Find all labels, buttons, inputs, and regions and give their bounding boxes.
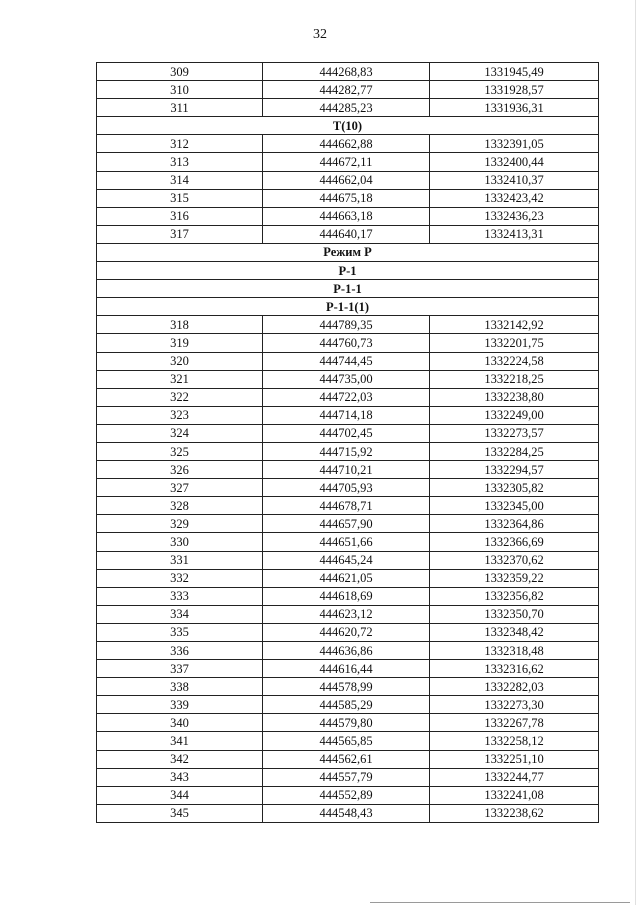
y-coordinate-cell: 1332316,62 bbox=[430, 660, 599, 678]
section-header: Р-1 bbox=[97, 262, 599, 280]
x-coordinate-cell: 444715,92 bbox=[263, 442, 430, 460]
y-coordinate-cell: 1332251,10 bbox=[430, 750, 599, 768]
x-coordinate-cell: 444675,18 bbox=[263, 189, 430, 207]
table-row bbox=[97, 732, 599, 750]
table-row bbox=[97, 696, 599, 714]
x-coordinate-cell: 444268,83 bbox=[263, 63, 430, 81]
point-number-cell: 317 bbox=[97, 225, 263, 243]
point-number-cell: 340 bbox=[97, 714, 263, 732]
point-number-cell: 333 bbox=[97, 587, 263, 605]
point-number-cell: 344 bbox=[97, 786, 263, 804]
section-header-row bbox=[97, 262, 599, 280]
y-coordinate-cell: 1332258,12 bbox=[430, 732, 599, 750]
section-header: Р-1-1(1) bbox=[97, 298, 599, 316]
table-row bbox=[97, 515, 599, 533]
table-row bbox=[97, 442, 599, 460]
x-coordinate-cell: 444616,44 bbox=[263, 660, 430, 678]
table-row bbox=[97, 587, 599, 605]
y-coordinate-cell: 1332359,22 bbox=[430, 569, 599, 587]
x-coordinate-cell: 444621,05 bbox=[263, 569, 430, 587]
point-number-cell: 321 bbox=[97, 370, 263, 388]
x-coordinate-cell: 444565,85 bbox=[263, 732, 430, 750]
table-row bbox=[97, 786, 599, 804]
point-number-cell: 314 bbox=[97, 171, 263, 189]
scan-edge-line bbox=[635, 0, 636, 905]
table-row bbox=[97, 153, 599, 171]
table-row bbox=[97, 424, 599, 442]
table-row bbox=[97, 804, 599, 822]
x-coordinate-cell: 444557,79 bbox=[263, 768, 430, 786]
point-number-cell: 326 bbox=[97, 461, 263, 479]
x-coordinate-cell: 444663,18 bbox=[263, 207, 430, 225]
table-row bbox=[97, 81, 599, 99]
section-header-row bbox=[97, 243, 599, 261]
point-number-cell: 324 bbox=[97, 424, 263, 442]
y-coordinate-cell: 1332356,82 bbox=[430, 587, 599, 605]
y-coordinate-cell: 1332391,05 bbox=[430, 135, 599, 153]
y-coordinate-cell: 1332366,69 bbox=[430, 533, 599, 551]
y-coordinate-cell: 1332224,58 bbox=[430, 352, 599, 370]
y-coordinate-cell: 1332364,86 bbox=[430, 515, 599, 533]
point-number-cell: 323 bbox=[97, 406, 263, 424]
x-coordinate-cell: 444657,90 bbox=[263, 515, 430, 533]
table-row bbox=[97, 660, 599, 678]
x-coordinate-cell: 444645,24 bbox=[263, 551, 430, 569]
x-coordinate-cell: 444623,12 bbox=[263, 605, 430, 623]
point-number-cell: 315 bbox=[97, 189, 263, 207]
y-coordinate-cell: 1332238,62 bbox=[430, 804, 599, 822]
point-number-cell: 330 bbox=[97, 533, 263, 551]
scan-edge-line bbox=[370, 902, 630, 903]
x-coordinate-cell: 444585,29 bbox=[263, 696, 430, 714]
section-header-row bbox=[97, 117, 599, 135]
point-number-cell: 309 bbox=[97, 63, 263, 81]
table-row bbox=[97, 605, 599, 623]
table-row bbox=[97, 642, 599, 660]
point-number-cell: 329 bbox=[97, 515, 263, 533]
x-coordinate-cell: 444760,73 bbox=[263, 334, 430, 352]
point-number-cell: 328 bbox=[97, 497, 263, 515]
y-coordinate-cell: 1332318,48 bbox=[430, 642, 599, 660]
section-header-row bbox=[97, 298, 599, 316]
point-number-cell: 327 bbox=[97, 479, 263, 497]
x-coordinate-cell: 444552,89 bbox=[263, 786, 430, 804]
x-coordinate-cell: 444710,21 bbox=[263, 461, 430, 479]
table-row bbox=[97, 551, 599, 569]
y-coordinate-cell: 1332249,00 bbox=[430, 406, 599, 424]
table-row bbox=[97, 189, 599, 207]
y-coordinate-cell: 1332142,92 bbox=[430, 316, 599, 334]
point-number-cell: 343 bbox=[97, 768, 263, 786]
table-row bbox=[97, 99, 599, 117]
x-coordinate-cell: 444578,99 bbox=[263, 678, 430, 696]
table-row bbox=[97, 225, 599, 243]
x-coordinate-cell: 444722,03 bbox=[263, 388, 430, 406]
point-number-cell: 331 bbox=[97, 551, 263, 569]
point-number-cell: 318 bbox=[97, 316, 263, 334]
coordinates-table-body bbox=[97, 63, 599, 823]
point-number-cell: 338 bbox=[97, 678, 263, 696]
table-row bbox=[97, 623, 599, 641]
section-header: Т(10) bbox=[97, 117, 599, 135]
x-coordinate-cell: 444662,04 bbox=[263, 171, 430, 189]
point-number-cell: 311 bbox=[97, 99, 263, 117]
x-coordinate-cell: 444282,77 bbox=[263, 81, 430, 99]
section-header: Режим Р bbox=[97, 243, 599, 261]
x-coordinate-cell: 444735,00 bbox=[263, 370, 430, 388]
x-coordinate-cell: 444285,23 bbox=[263, 99, 430, 117]
x-coordinate-cell: 444789,35 bbox=[263, 316, 430, 334]
table-row bbox=[97, 750, 599, 768]
y-coordinate-cell: 1332305,82 bbox=[430, 479, 599, 497]
y-coordinate-cell: 1332370,62 bbox=[430, 551, 599, 569]
y-coordinate-cell: 1332282,03 bbox=[430, 678, 599, 696]
y-coordinate-cell: 1332400,44 bbox=[430, 153, 599, 171]
table-row bbox=[97, 533, 599, 551]
y-coordinate-cell: 1332218,25 bbox=[430, 370, 599, 388]
point-number-cell: 320 bbox=[97, 352, 263, 370]
table-row bbox=[97, 316, 599, 334]
y-coordinate-cell: 1332238,80 bbox=[430, 388, 599, 406]
table-row bbox=[97, 479, 599, 497]
table-row bbox=[97, 171, 599, 189]
y-coordinate-cell: 1332350,70 bbox=[430, 605, 599, 623]
table-row bbox=[97, 406, 599, 424]
table-row bbox=[97, 135, 599, 153]
x-coordinate-cell: 444714,18 bbox=[263, 406, 430, 424]
table-row bbox=[97, 569, 599, 587]
y-coordinate-cell: 1332436,23 bbox=[430, 207, 599, 225]
page-number: 32 bbox=[313, 27, 327, 42]
point-number-cell: 336 bbox=[97, 642, 263, 660]
x-coordinate-cell: 444651,66 bbox=[263, 533, 430, 551]
section-header: Р-1-1 bbox=[97, 280, 599, 298]
y-coordinate-cell: 1332273,57 bbox=[430, 424, 599, 442]
table-row bbox=[97, 207, 599, 225]
y-coordinate-cell: 1331936,31 bbox=[430, 99, 599, 117]
point-number-cell: 341 bbox=[97, 732, 263, 750]
point-number-cell: 332 bbox=[97, 569, 263, 587]
point-number-cell: 310 bbox=[97, 81, 263, 99]
x-coordinate-cell: 444562,61 bbox=[263, 750, 430, 768]
table-row bbox=[97, 714, 599, 732]
table-row bbox=[97, 461, 599, 479]
point-number-cell: 345 bbox=[97, 804, 263, 822]
point-number-cell: 334 bbox=[97, 605, 263, 623]
x-coordinate-cell: 444672,11 bbox=[263, 153, 430, 171]
table-row bbox=[97, 497, 599, 515]
point-number-cell: 319 bbox=[97, 334, 263, 352]
x-coordinate-cell: 444579,80 bbox=[263, 714, 430, 732]
x-coordinate-cell: 444548,43 bbox=[263, 804, 430, 822]
point-number-cell: 335 bbox=[97, 623, 263, 641]
x-coordinate-cell: 444662,88 bbox=[263, 135, 430, 153]
y-coordinate-cell: 1332294,57 bbox=[430, 461, 599, 479]
section-header-row bbox=[97, 280, 599, 298]
x-coordinate-cell: 444618,69 bbox=[263, 587, 430, 605]
y-coordinate-cell: 1332413,31 bbox=[430, 225, 599, 243]
table-row bbox=[97, 678, 599, 696]
point-number-cell: 342 bbox=[97, 750, 263, 768]
y-coordinate-cell: 1331945,49 bbox=[430, 63, 599, 81]
point-number-cell: 339 bbox=[97, 696, 263, 714]
table-row bbox=[97, 63, 599, 81]
y-coordinate-cell: 1332267,78 bbox=[430, 714, 599, 732]
x-coordinate-cell: 444744,45 bbox=[263, 352, 430, 370]
y-coordinate-cell: 1332201,75 bbox=[430, 334, 599, 352]
point-number-cell: 312 bbox=[97, 135, 263, 153]
y-coordinate-cell: 1332345,00 bbox=[430, 497, 599, 515]
table-row bbox=[97, 388, 599, 406]
y-coordinate-cell: 1332348,42 bbox=[430, 623, 599, 641]
y-coordinate-cell: 1332410,37 bbox=[430, 171, 599, 189]
x-coordinate-cell: 444620,72 bbox=[263, 623, 430, 641]
y-coordinate-cell: 1332284,25 bbox=[430, 442, 599, 460]
coordinates-table bbox=[96, 62, 599, 823]
point-number-cell: 325 bbox=[97, 442, 263, 460]
point-number-cell: 322 bbox=[97, 388, 263, 406]
point-number-cell: 337 bbox=[97, 660, 263, 678]
table-row bbox=[97, 370, 599, 388]
x-coordinate-cell: 444640,17 bbox=[263, 225, 430, 243]
y-coordinate-cell: 1332244,77 bbox=[430, 768, 599, 786]
table-row bbox=[97, 768, 599, 786]
table-row bbox=[97, 334, 599, 352]
table-row bbox=[97, 352, 599, 370]
point-number-cell: 313 bbox=[97, 153, 263, 171]
x-coordinate-cell: 444678,71 bbox=[263, 497, 430, 515]
point-number-cell: 316 bbox=[97, 207, 263, 225]
x-coordinate-cell: 444636,86 bbox=[263, 642, 430, 660]
y-coordinate-cell: 1332241,08 bbox=[430, 786, 599, 804]
y-coordinate-cell: 1332423,42 bbox=[430, 189, 599, 207]
y-coordinate-cell: 1332273,30 bbox=[430, 696, 599, 714]
x-coordinate-cell: 444705,93 bbox=[263, 479, 430, 497]
x-coordinate-cell: 444702,45 bbox=[263, 424, 430, 442]
y-coordinate-cell: 1331928,57 bbox=[430, 81, 599, 99]
